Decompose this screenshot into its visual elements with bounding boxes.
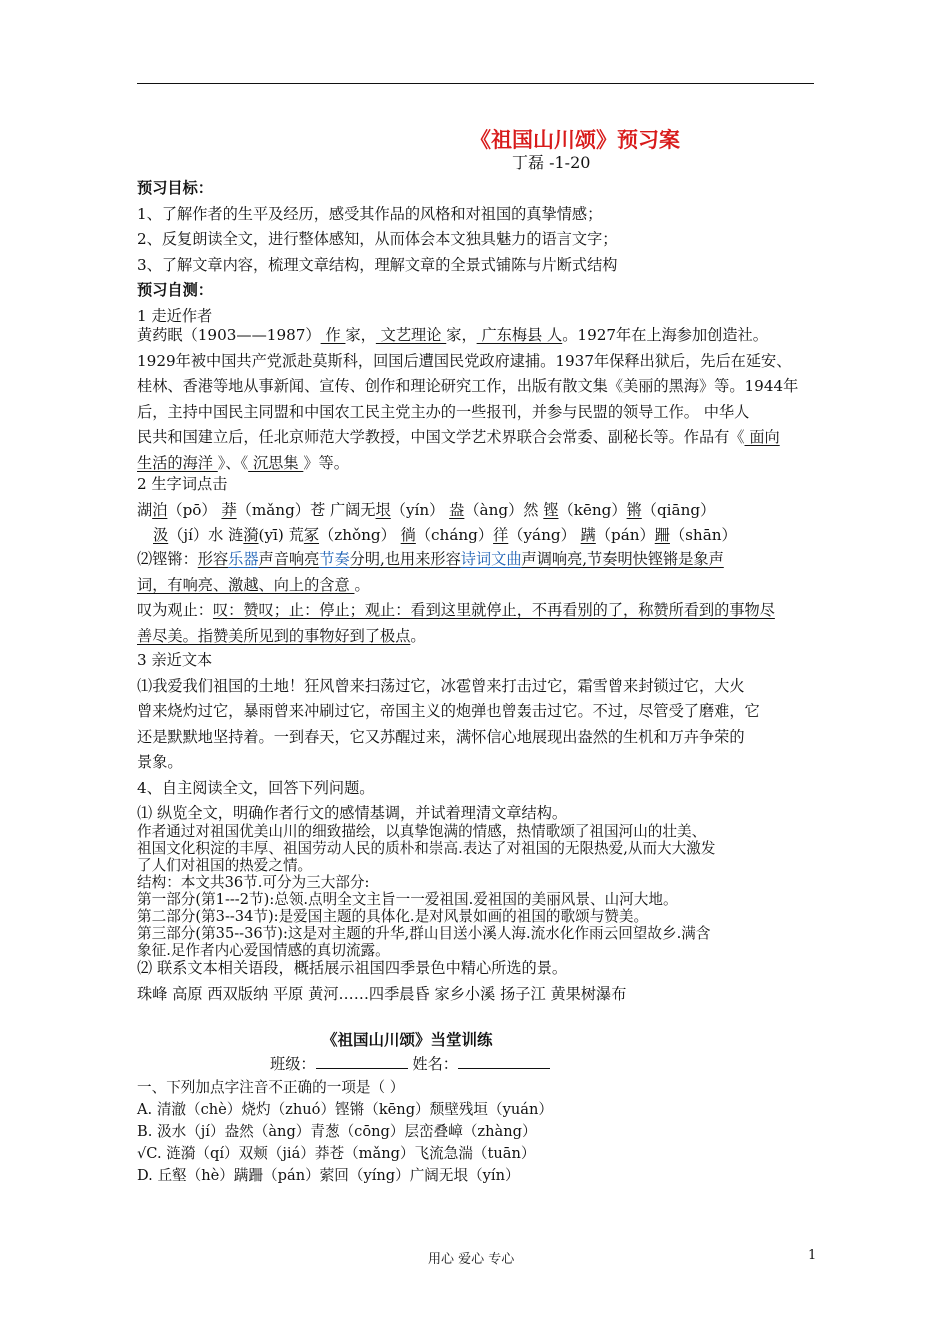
answer-line: 作者通过对祖国优美山川的细致描绘，以真挚饱满的情感，热情歌颂了祖国河山的壮美、: [137, 823, 707, 840]
link-poetry[interactable]: 诗词文曲: [460, 550, 522, 568]
header-rule: [137, 83, 814, 84]
vocab-section: [137, 472, 817, 549]
text-section: [137, 648, 817, 827]
name-field[interactable]: [458, 1054, 550, 1069]
definition-line: 词，有响亮、激越、向上的含意 。: [137, 575, 370, 594]
text-line: 曾来烧灼过它，暴雨曾来冲刷过它，帝国主义的炮弹也曾轰击过它。不过，尽管受了磨难，它: [137, 702, 760, 720]
goal-item: 3、了解文章内容，梳理文章结构，理解文章的全景式铺陈与片断式结构: [137, 255, 618, 274]
definition-line: 善尽美。指赞美所见到的事物好到了极点。: [137, 626, 426, 645]
link-instrument[interactable]: 乐器: [228, 550, 259, 568]
text-line: 还是默默地坚持着。一到春天，它又苏醒过来，满怀信心地展现出盎然的生机和万卉争荣的: [137, 727, 745, 746]
goal-item: 1、了解作者的生平及经历，感受其作品的风格和对祖国的真挚情感；: [137, 204, 603, 223]
definition-line: ⑵铿锵：形容乐器声音响亮节奏分明,也用来形容诗词文曲声调响亮,节奏明快铿锵是象声: [137, 550, 724, 568]
page-title: 《祖国山川颂》预习案: [470, 127, 680, 152]
author-line: 1929年被中国共产党派赴莫斯科，回国后遭国民党政府逮捕。1937年保释出狱后，先后在延安、: [137, 351, 792, 370]
page-number: 1: [808, 1248, 817, 1263]
option-d: D. 丘壑（hè）蹒跚（pán）萦回（yíng）广阔无垠（yín）: [137, 1167, 520, 1184]
student-info: [270, 1052, 670, 1078]
structure-line: 第一部分(第1---2节):总领.点明全文主旨一一爱祖国.爱祖国的美丽风景、山河大地。: [137, 891, 678, 908]
author-heading: 1 走近作者: [137, 306, 213, 325]
question-2-block: [137, 956, 817, 1007]
reading-heading: 4、自主阅读全文，回答下列问题。: [137, 778, 375, 797]
training-title: 《祖国山川颂》当堂训练: [322, 1030, 493, 1049]
author-line: 黄药眠（1903——1987） 作 家， 文艺理论 家， 广东梅县 人。1927年在上海参加创造社。: [137, 326, 768, 344]
option-a: A. 清澈（chè）烧灼（zhuó）铿锵（kēng）颓壁残垣（yuán）: [137, 1101, 553, 1118]
option-b: B. 汲水（jí）盎然（àng）青葱（cōng）层峦叠嶂（zhàng）: [137, 1123, 537, 1140]
link-rhythm[interactable]: 节奏: [319, 550, 350, 568]
training-question-1: 一、下列加点字注音不正确的一项是（ ）: [137, 1079, 405, 1096]
vocab-line: 汲（jí）水 涟漪(yī) 荒冢（zhǒng） 徜（cháng）徉（yáng） 蹒（pán）跚（shān）: [153, 526, 737, 544]
training-questions: [137, 1077, 817, 1187]
class-field[interactable]: [316, 1054, 408, 1069]
definitions-section: [137, 547, 817, 649]
goal-item: 2、反复朗读全文，进行整体感知，从而体会本文独具魅力的语言文字；: [137, 230, 618, 248]
selftest-heading: 预习自测：: [137, 281, 213, 299]
byline: 丁磊 -1-20: [512, 153, 591, 172]
answer-line: 祖国文化积淀的丰厚、祖国劳动人民的质朴和崇高.表达了对祖国的无限热爱,从而大大激发: [137, 840, 716, 857]
option-c: √C. 涟漪（qí）双颊（jiá）莽苍（mǎng）飞流急湍（tuān）: [137, 1145, 536, 1162]
goals-section: [137, 176, 817, 329]
goals-heading: 预习目标：: [137, 179, 213, 197]
text-line: 景象。: [137, 753, 183, 771]
text-heading: 3 亲近文本: [137, 651, 213, 669]
author-paragraph: [137, 323, 817, 476]
answer-line: 了人们对祖国的热爱之情。: [137, 857, 313, 874]
author-line: 生活的海洋 》、《 沉思集 》等。: [137, 453, 349, 472]
class-label: 班级：: [270, 1055, 316, 1073]
author-line: 后，主持中国民主同盟和中国农工民主党主办的一些报刊，并参与民盟的领导工作。 中华人: [137, 402, 750, 421]
question-2-answer: 珠峰 高原 西双版纳 平原 黄河……四季晨昏 家乡小溪 扬子江 黄果树瀑布: [137, 984, 627, 1003]
name-label: 姓名：: [412, 1055, 458, 1073]
author-line: 桂林、香港等地从事新闻、宣传、创作和理论研究工作，出版有散文集《美丽的黑海》等。1944年: [137, 377, 799, 395]
question-1: ⑴ 纵览全文，明确作者行文的感情基调，并试着理清文章结构。: [137, 804, 568, 822]
vocab-line: 湖泊（pō） 莽（mǎng）苍 广阔无垠（yín） 盎（àng）然 铿（kēng）锵（qiāng）: [137, 500, 716, 519]
text-line: ⑴我爱我们祖国的土地！狂风曾来扫荡过它，冰雹曾来打击过它，霜雪曾来封锁过它，大火: [137, 676, 745, 695]
vocab-heading: 2 生字词点击: [137, 475, 228, 493]
footer-text: 用心 爱心 专心: [428, 1252, 515, 1267]
answer-block: [137, 823, 817, 959]
question-2: ⑵ 联系文本相关语段，概括展示祖国四季景色中精心所选的景。: [137, 959, 568, 977]
definition-line: 叹为观止：叹：赞叹；止：停止；观止：看到这里就停止，不再看别的了，称赞所看到的事物尽: [137, 601, 775, 619]
structure-line: 象征.足作者内心爱国情感的真切流露。: [137, 942, 390, 959]
author-line: 民共和国建立后，任北京师范大学教授，中国文学艺术界联合会常委、副秘长等。作品有《 面向: [137, 428, 780, 446]
structure-line: 第二部分(第3--34节):是爱国主题的具体化.是对风景如画的祖国的歌颂与赞美。: [137, 908, 649, 925]
structure-line: 第三部分(第35--36节):这是对主题的升华,群山目送小溪人海.流水化作雨云回望故乡.满含: [137, 925, 711, 942]
structure-line: 结构：本文共36节.可分为三大部分:: [137, 874, 370, 891]
